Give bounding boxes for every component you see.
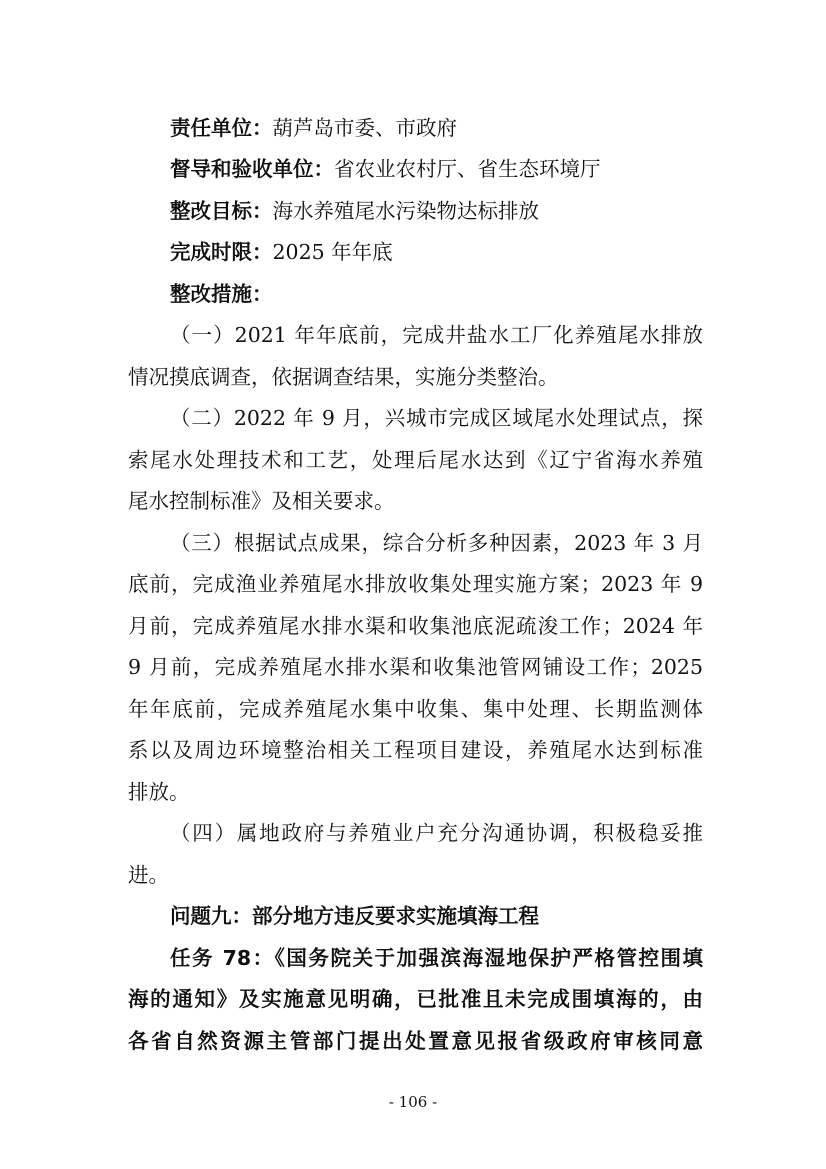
body-line: 索尾水处理技术和工艺，处理后尾水达到《辽宁省海水养殖 [128, 448, 703, 472]
body-line: 底前，完成渔业养殖尾水排放收集处理实施方案；2023 年 9 [128, 572, 703, 596]
responsible-unit-line [170, 114, 703, 142]
body-line: 系以及周边环境整治相关工程项目建设，养殖尾水达到标准 [128, 738, 703, 762]
body-line: （一）2021 年年底前，完成井盐水工厂化养殖尾水排放 [170, 323, 703, 347]
body-line: （二）2022 年 9 月，兴城市完成区域尾水处理试点，探 [170, 406, 703, 430]
rectification-goal-value: 海水养殖尾水污染物达标排放 [272, 199, 539, 223]
body-line: （三）根据试点成果，综合分析多种因素，2023 年 3 月 [170, 531, 703, 555]
body-line: 尾水控制标准》及相关要求。 [128, 489, 395, 513]
body-line: 年年底前，完成养殖尾水集中收集、集中处理、长期监测体 [128, 697, 703, 721]
page-number: - 106 - [388, 1093, 438, 1111]
body-line: 排放。 [128, 780, 190, 804]
body-line: 情况摸底调查，依据调查结果，实施分类整治。 [128, 365, 559, 389]
task-line: 各省自然资源主管部门提出处置意见报省级政府审核同意 [128, 1029, 703, 1053]
supervision-unit-label: 督导和验收单位： [170, 157, 334, 181]
body-line: 月前，完成养殖尾水排水渠和收集池底泥疏浚工作；2024 年 [128, 614, 703, 638]
section-heading: 问题九：部分地方违反要求实施填海工程 [170, 904, 539, 928]
supervision-unit-line [170, 155, 703, 183]
body-line: 进。 [128, 863, 169, 887]
body-line: 9 月前，完成养殖尾水排水渠和收集池管网铺设工作；2025 [128, 655, 703, 679]
measures-line [170, 280, 703, 308]
rectification-goal-label: 整改目标： [170, 199, 273, 223]
deadline-line [170, 238, 703, 266]
responsible-unit-value: 葫芦岛市委、市政府 [272, 116, 457, 140]
deadline-label: 完成时限： [170, 240, 273, 264]
measures-label: 整改措施： [170, 282, 273, 306]
supervision-unit-value: 省农业农村厅、省生态环境厅 [334, 157, 601, 181]
task-line: 海的通知》及实施意见明确，已批准且未完成围填海的，由 [128, 987, 703, 1011]
deadline-value: 2025 年年底 [272, 240, 393, 264]
task-line: 任务 78：《国务院关于加强滨海湿地保护严格管控围填 [170, 946, 703, 970]
rectification-goal-line [170, 197, 703, 225]
responsible-unit-label: 责任单位： [170, 116, 273, 140]
body-line: （四）属地政府与养殖业户充分沟通协调，积极稳妥推 [170, 821, 703, 845]
